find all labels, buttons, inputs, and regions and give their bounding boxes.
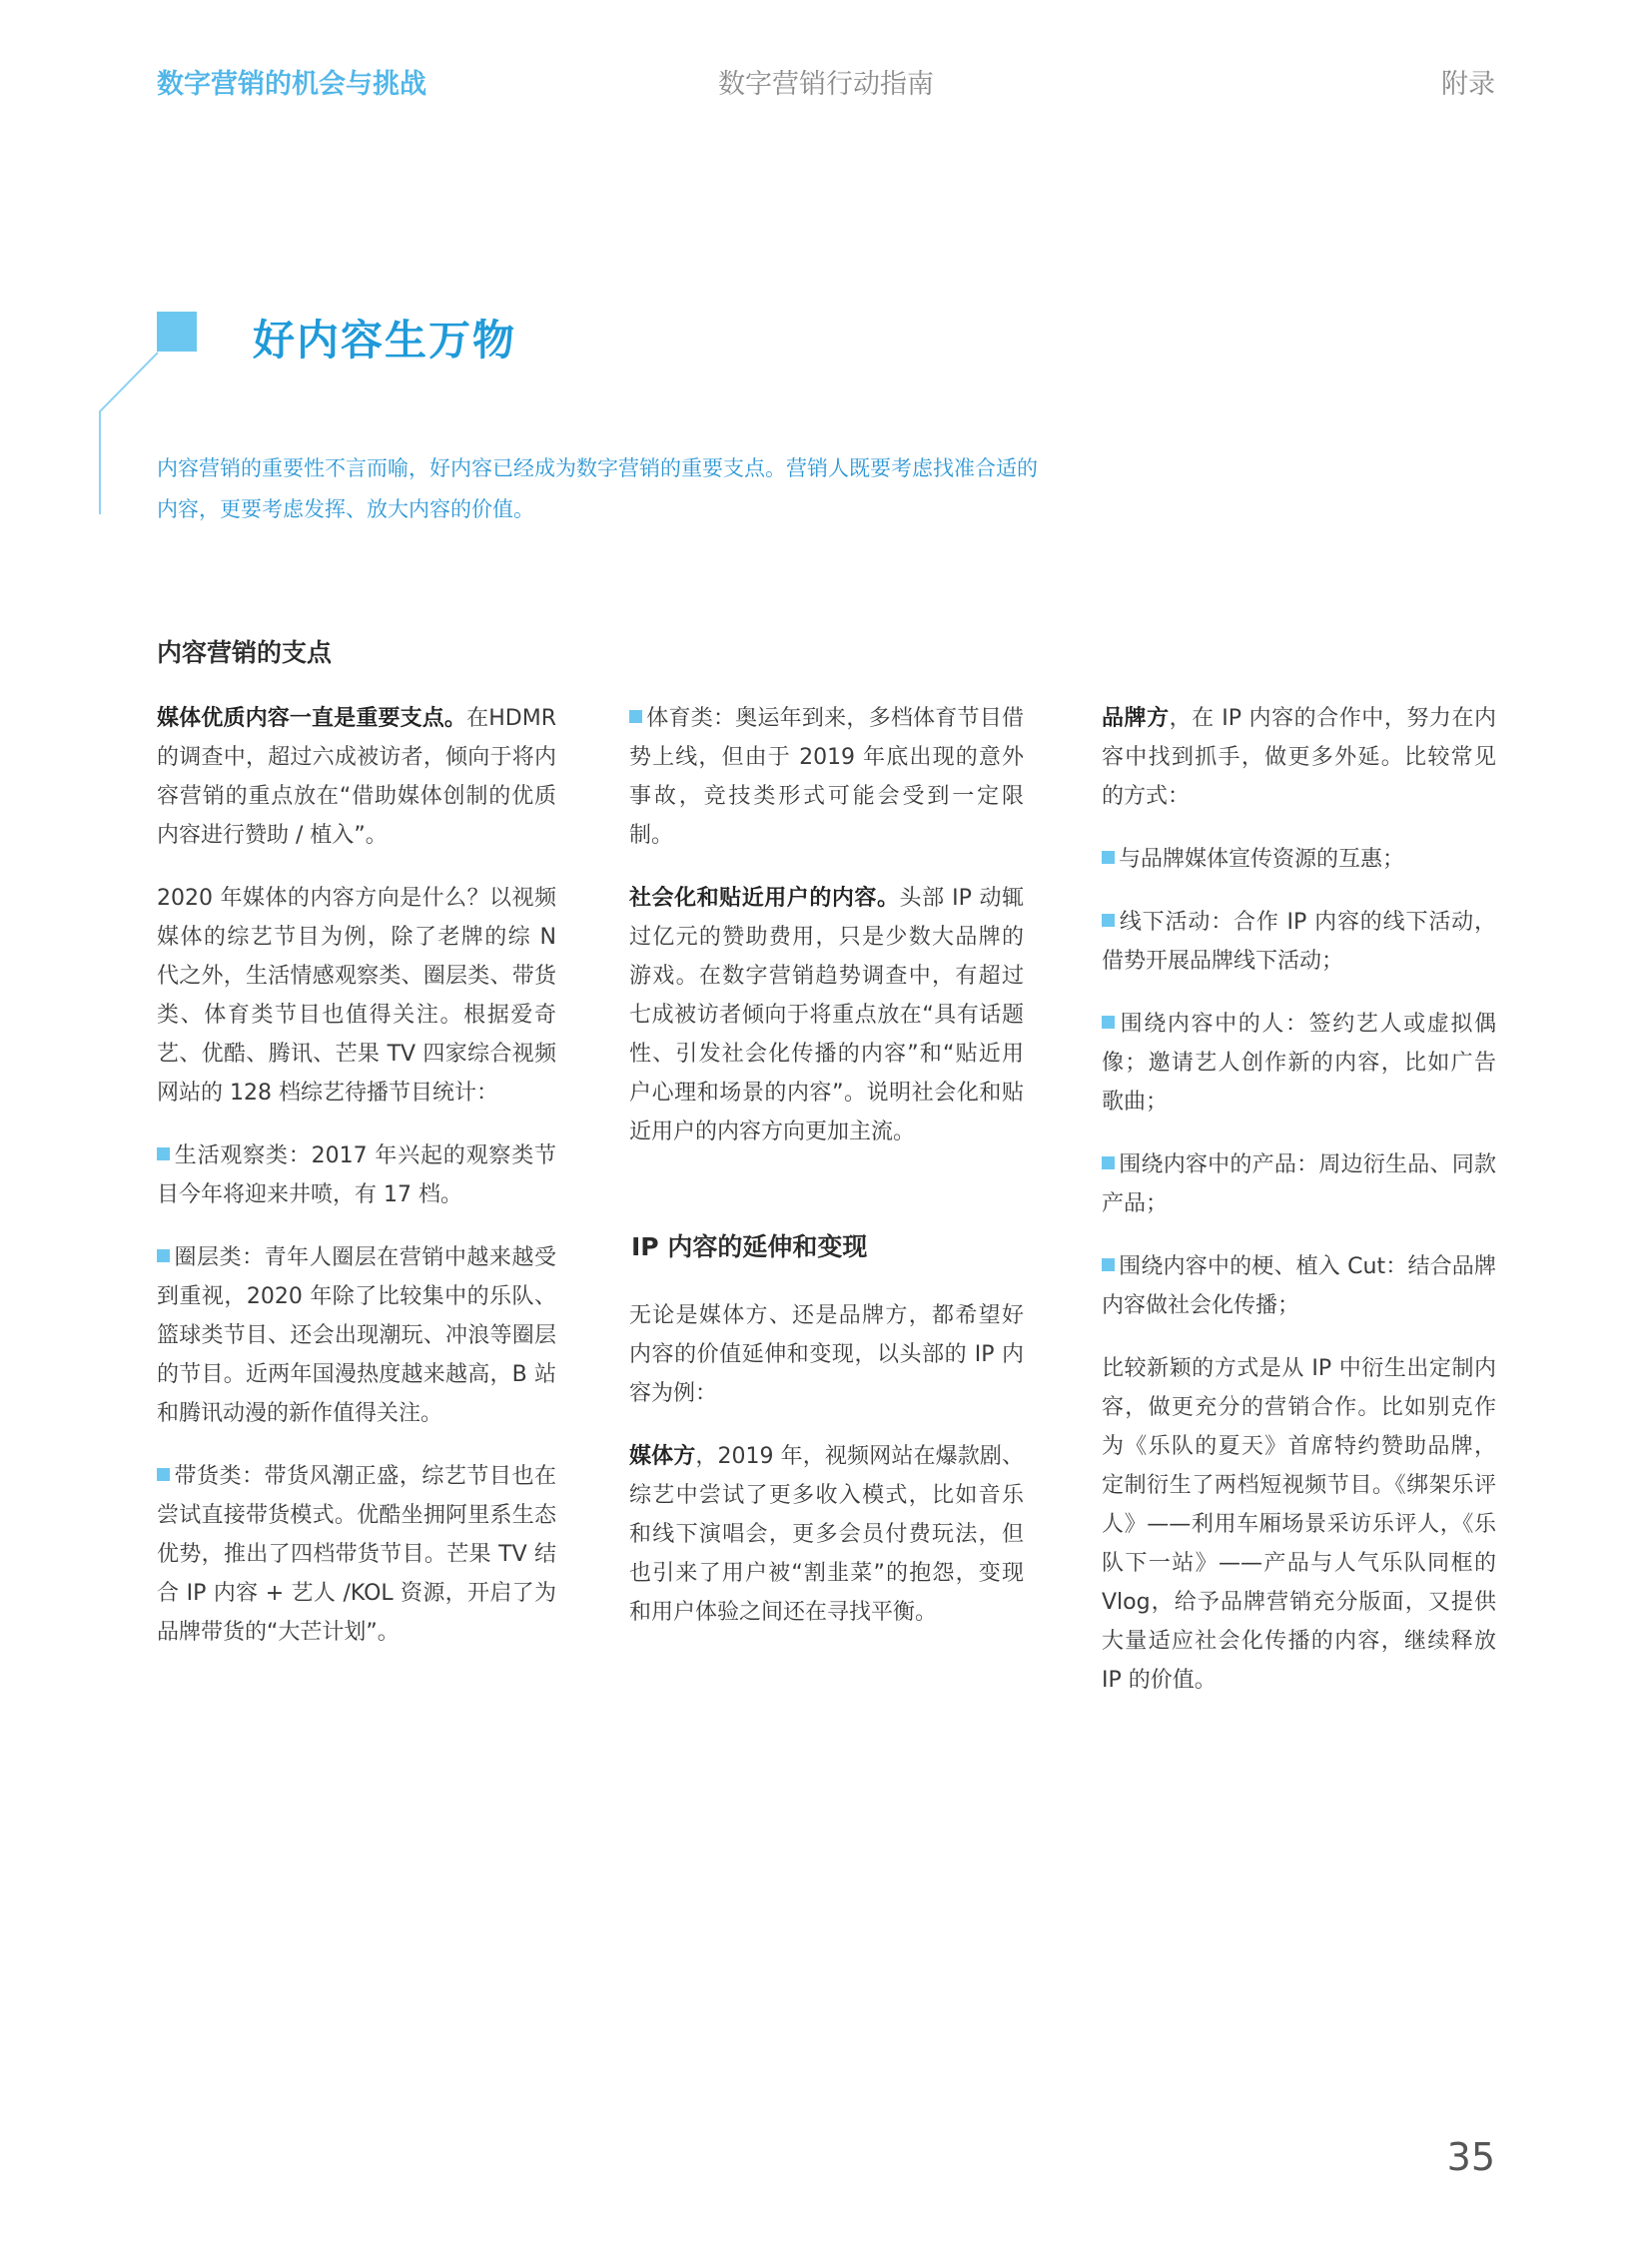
header-section: 附录 [1441, 69, 1495, 100]
column-2 [629, 699, 1024, 1656]
bullet-item [157, 1238, 556, 1433]
bullet-text: 围绕内容中的人：签约艺人或虚拟偶像；邀请艺人创作新的内容，比如广告歌曲； [1102, 1012, 1496, 1115]
bullet-text: 围绕内容中的梗、植入 Cut：结合品牌内容做社会化传播； [1102, 1254, 1496, 1318]
bullet-text: 线下活动：合作 IP 内容的线下活动，借势开展品牌线下活动； [1102, 910, 1496, 974]
paragraph: 2020 年媒体的内容方向是什么？以视频媒体的综艺节目为例，除了老牌的综 N 代之外，生活情感观察类、圈层类、带货类、体育类节目也值得关注。根据爱奇艺、优酷、腾讯、芒果 TV 四家综合视频网站的 128 档综艺待播节目统计： [157, 886, 556, 1106]
paragraph [157, 699, 556, 855]
paragraph [1102, 699, 1496, 816]
subheading-ip-extension: IP 内容的延伸和变现 [631, 1232, 868, 1261]
square-bullet-icon [629, 710, 642, 723]
bullet-text: 围绕内容中的产品：周边衍生品、同款产品； [1102, 1152, 1496, 1216]
page-number: 35 [1446, 2135, 1495, 2179]
bullet-item [157, 1136, 556, 1214]
section-intro: 内容营销的重要性不言而喻，好内容已经成为数字营销的重要支点。营销人既要考虑找准合适的内容，更要考虑发挥、放大内容的价值。 [157, 456, 1038, 521]
bullet-item [1102, 1005, 1496, 1121]
bold-lead: 媒体方 [629, 1444, 696, 1469]
paragraph [629, 879, 1024, 1151]
bullet-item [1102, 840, 1496, 879]
square-bullet-icon [157, 1249, 170, 1262]
bold-lead: 媒体优质内容一直是重要支点。 [157, 706, 467, 731]
square-bullet-icon [1102, 1156, 1115, 1169]
square-bullet-icon [1102, 851, 1115, 864]
bullet-text: 与品牌媒体宣传资源的互惠； [1119, 847, 1405, 872]
square-bullet-icon [1102, 914, 1115, 927]
bullet-text: 体育类：奥运年到来，多档体育节目借势上线，但由于 2019 年底出现的意外事故，竞技类形式可能会受到一定限制。 [629, 706, 1024, 848]
bullet-text: 带货类：带货风潮正盛，综艺节目也在尝试直接带货模式。优酷坐拥阿里系生态优势，推出了四档带货节目。芒果 TV 结合 IP 内容 + 艺人 /KOL 资源，开启了为品牌带货的“大芒计划”。 [157, 1464, 556, 1645]
header-chapter: 数字营销的机会与挑战 [157, 69, 426, 100]
square-bullet-icon [157, 1147, 170, 1160]
bullet-item [1102, 903, 1496, 981]
paragraph-text: 在HDMR 的调查中，超过六成被访者，倾向于将内容营销的重点放在“借助媒体创制的优质内容进行赞助 / 植入”。 [157, 706, 556, 848]
square-bullet-icon [1102, 1016, 1115, 1029]
bold-lead: 品牌方 [1102, 706, 1170, 731]
subheading-content-pivot: 内容营销的支点 [157, 638, 333, 667]
bullet-item [629, 699, 1024, 855]
header-book-title: 数字营销行动指南 [718, 69, 934, 100]
paragraph: 无论是媒体方、还是品牌方，都希望好内容的价值延伸和变现，以头部的 IP 内容为例： [629, 1303, 1024, 1406]
bullet-item [157, 1457, 556, 1652]
paragraph [629, 1437, 1024, 1632]
square-bullet-icon [1102, 1258, 1115, 1271]
paragraph-text: ，2019 年，视频网站在爆款剧、综艺中尝试了更多收入模式，比如音乐和线下演唱会，更多会员付费玩法，但也引来了用户被“割韭菜”的抱怨，变现和用户体验之间还在寻找平衡。 [629, 1444, 1024, 1625]
paragraph-text: ，在 IP 内容的合作中，努力在内容中找到抓手，做更多外延。比较常见的方式： [1102, 706, 1496, 809]
bullet-item [1102, 1145, 1496, 1223]
bold-lead: 社会化和贴近用户的内容。 [629, 886, 900, 911]
column-1 [157, 699, 556, 1676]
bullet-item [1102, 1247, 1496, 1325]
paragraph: 比较新颖的方式是从 IP 中衍生出定制内容，做更充分的营销合作。比如别克作为《乐队的夏天》首席特约赞助品牌，定制衍生了两档短视频节目。《绑架乐评人》——利用车厢场景采访乐评人，《乐队下一站》——产品与人气乐队同框的 Vlog，给予品牌营销充分版面，又提供大量适应社会化传播的内容，继续释放 IP 的价值。 [1102, 1356, 1496, 1693]
paragraph-text: 头部 IP 动辄过亿元的赞助费用，只是少数大品牌的游戏。在数字营销趋势调查中，有超过七成被访者倾向于将重点放在“具有话题性、引发社会化传播的内容”和“贴近用户心理和场景的内容”。说明社会化和贴近用户的内容方向更加主流。 [629, 886, 1024, 1144]
bullet-text: 生活观察类：2017 年兴起的观察类节目今年将迎来井喷，有 17 档。 [157, 1143, 556, 1207]
bullet-text: 圈层类：青年人圈层在营销中越来越受到重视，2020 年除了比较集中的乐队、篮球类节目、还会出现潮玩、冲浪等圈层的节目。近两年国漫热度越来越高，B 站和腾讯动漫的新作值得关注。 [157, 1245, 556, 1426]
page-header [157, 62, 1495, 102]
title-square-decoration [157, 312, 197, 352]
column-3 [1102, 699, 1496, 1724]
section-title: 好内容生万物 [253, 316, 517, 365]
square-bullet-icon [157, 1468, 170, 1481]
